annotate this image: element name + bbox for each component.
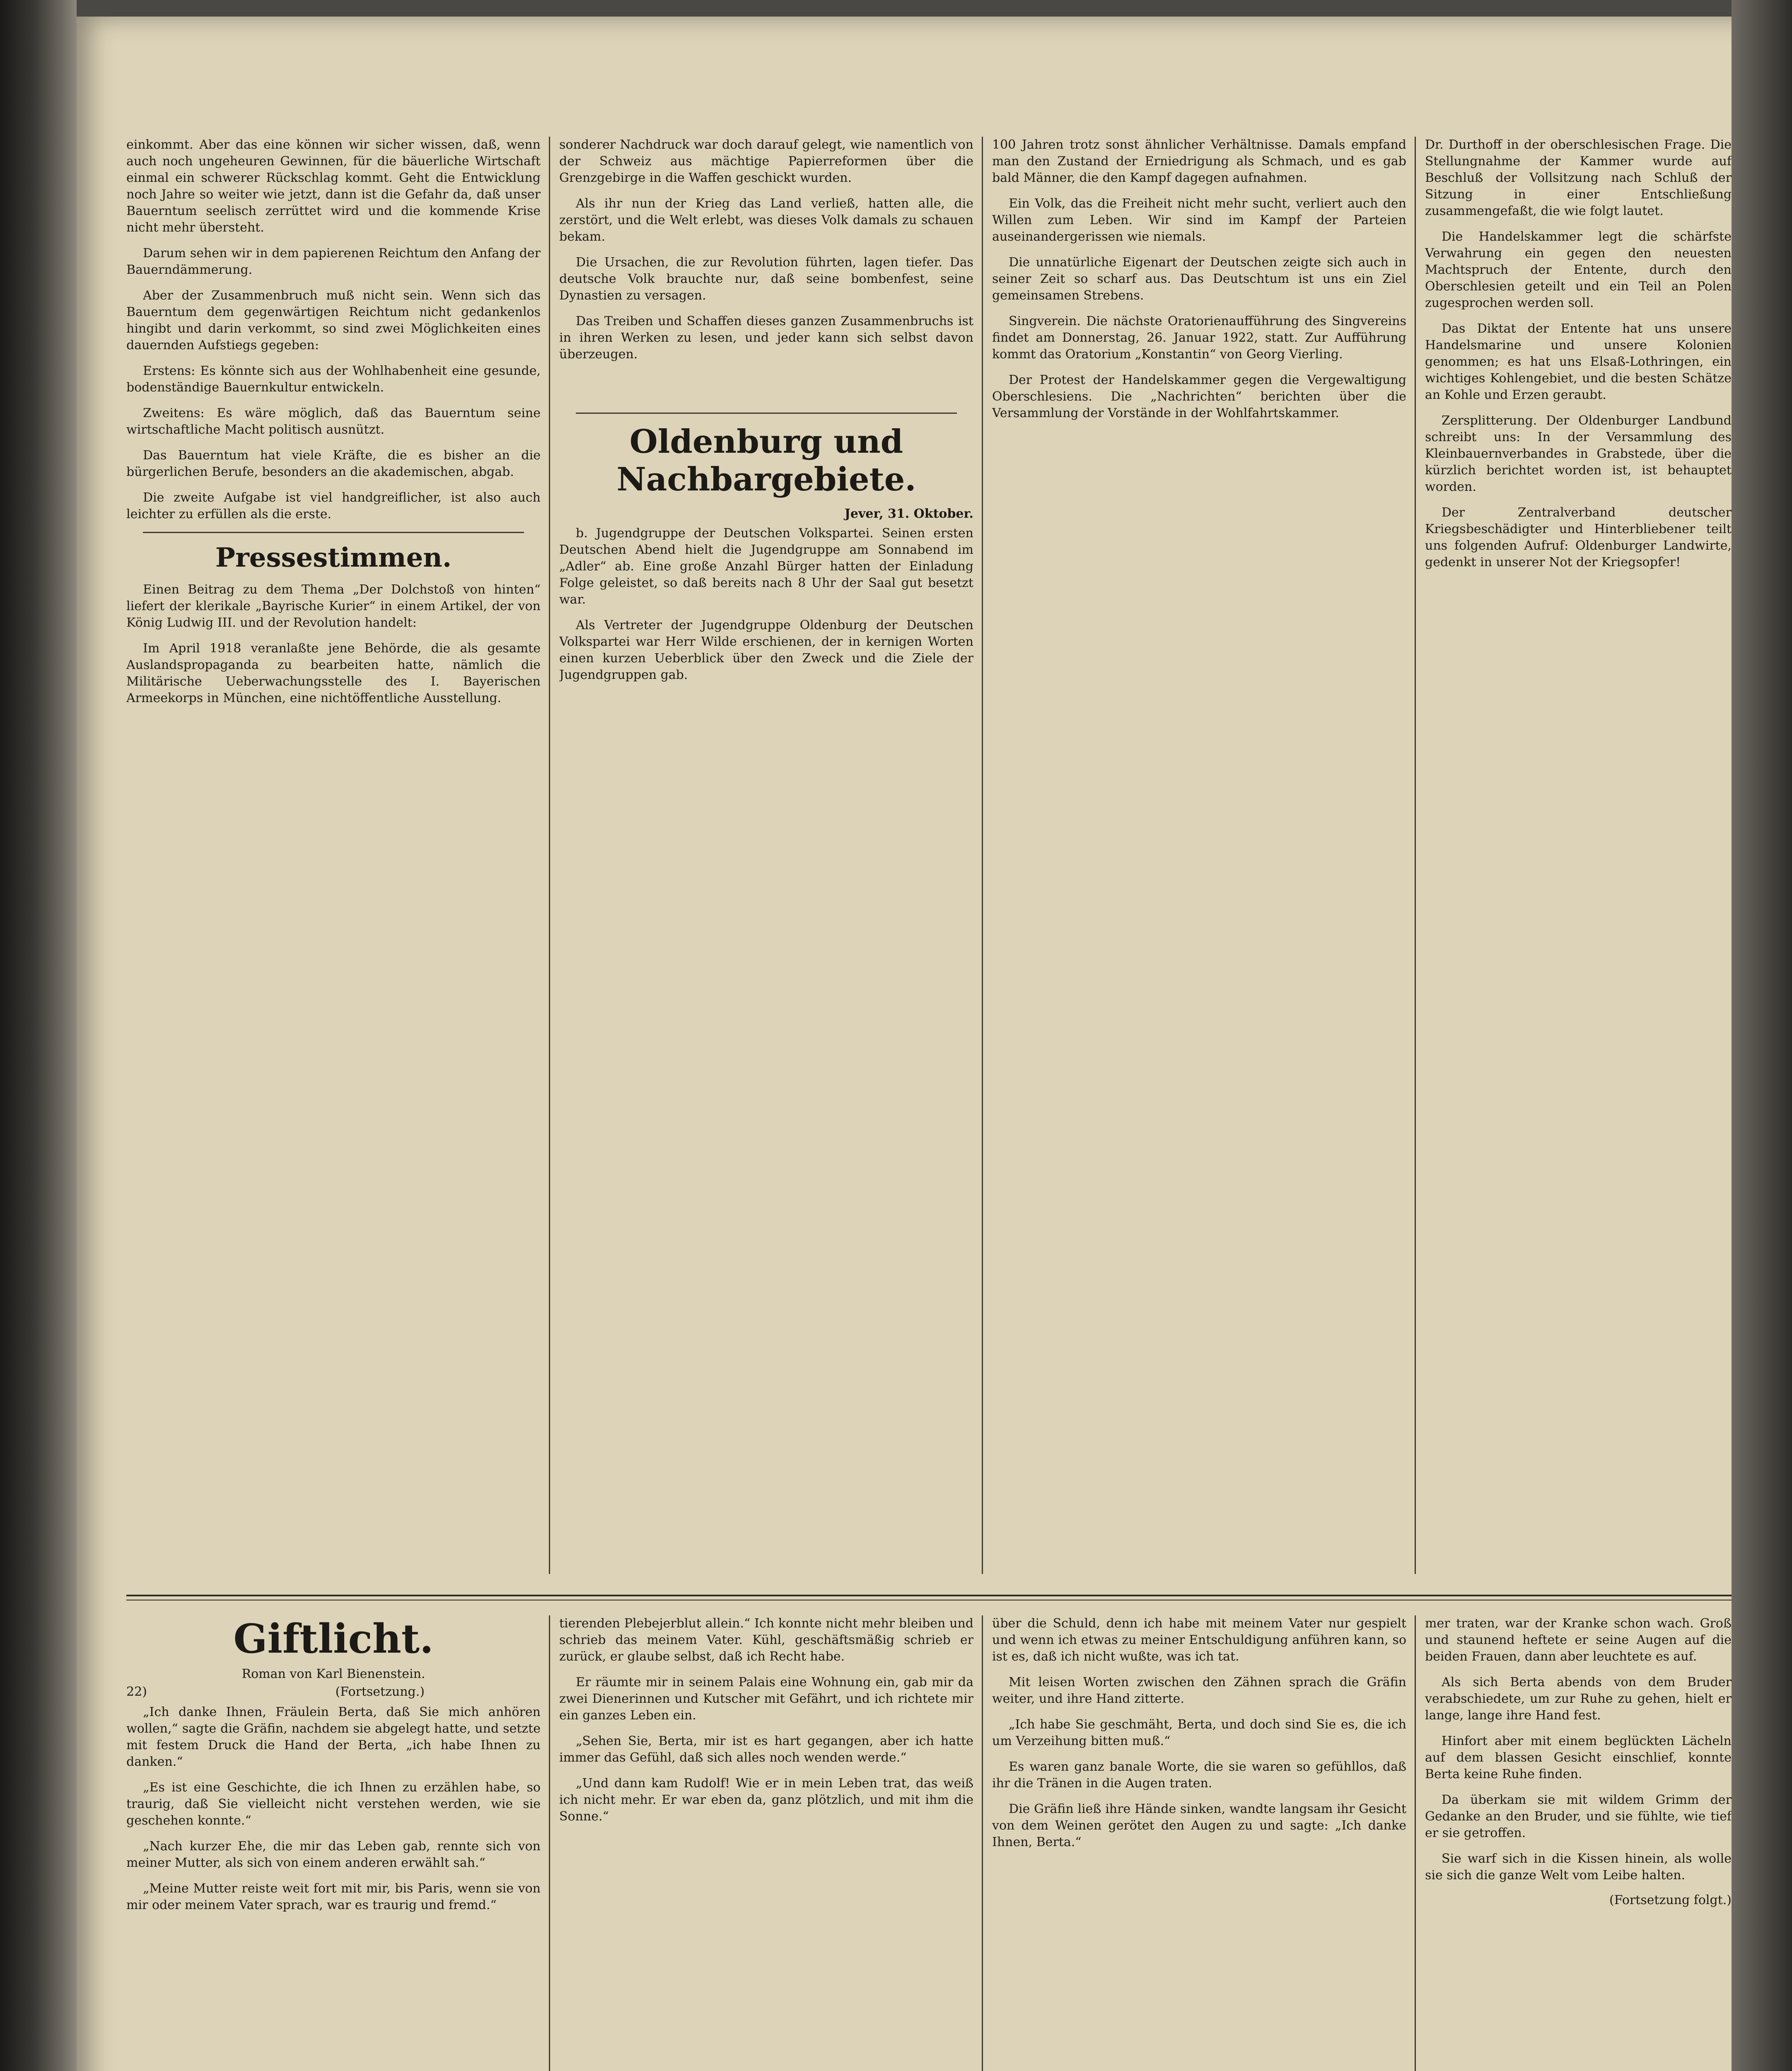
article-paragraph: Der Protest der Handelskammer gegen die Vergewaltigung Oberschlesiens. Die „Nachrichten“ berichten über die Versammlung der Vorstände in der Wohlfahrtskammer.	[992, 373, 1406, 420]
section-rule	[126, 1595, 1734, 1596]
novel-title: Giftlicht.	[233, 1615, 434, 1662]
news-paragraph: Als Vertreter der Jugendgruppe Oldenburg der Deutschen Volkspartei war Herr Wilde erschienen, der in kernigen Worten einen kurzen Ueberblick über den Zweck und die Ziele der Jugendgruppen gab.	[559, 618, 973, 682]
novel-paragraph: tierenden Plebejerblut allein.“ Ich konnte nicht mehr bleiben und schrieb das meinem Vater. Kühl, geschäftsmäßig schrieb er zurück, er glaube selbst, daß ich Recht habe.	[559, 1616, 973, 1664]
press-paragraph: Einen Beitrag zu dem Thema „Der Dolchstoß von hinten“ liefert der klerikale „Bayrische Kurier“ in einem Artikel, der von König Ludwig III. und der Revolution handelt:	[126, 582, 541, 630]
novel-paragraph: „Und dann kam Rudolf! Wie er in mein Leben trat, das weiß ich nicht mehr. Er war eben da, ganz plötzlich, und mit ihm die Sonne.“	[559, 1776, 973, 1824]
press-paragraph: Im April 1918 veranlaßte jene Behörde, die als gesamte Auslandspropaganda zu bearbeiten hatte, nämlich die Militärische Ueberwachungsstelle des I. Bayerischen Armeekorps in München, eine nichtöffentliche Ausstellung.	[126, 641, 541, 705]
novel-paragraph: „Ich habe Sie geschmäht, Berta, und doch sind Sie es, die ich um Verzeihung bitten muß.“	[992, 1717, 1406, 1748]
novel-paragraph: Er räumte mir in seinem Palais eine Wohnung ein, gab mir da zwei Dienerinnen und Kutscher mit Gefährt, und ich richtete mir ein ganzes Leben ein.	[559, 1675, 973, 1723]
newspaper-page	[77, 17, 1752, 2071]
press-heading: Pressestimmen.	[215, 542, 452, 573]
upper-column-3	[992, 137, 1406, 1586]
article-paragraph: Die zweite Aufgabe ist viel handgreiflicher, ist also auch leichter zu erfüllen als die erste.	[126, 490, 541, 521]
column-rule	[982, 1615, 983, 2071]
novel-paragraph: Sie warf sich in die Kissen hinein, als wolle sie sich die ganze Welt vom Leibe halten.	[1425, 1851, 1732, 1883]
article-paragraph: Aber der Zusammenbruch muß nicht sein. Wenn sich das Bauerntum dem gegenwärtigen Reichtum nicht gedankenlos hingibt und darin verkommt, so sind zwei Möglichkeiten eines dauernden Aufstiegs gegeben:	[126, 288, 541, 352]
article-paragraph: Darum sehen wir in dem papierenen Reichtum den Anfang der Bauerndämmerung.	[126, 246, 541, 277]
novel-paragraph: Es waren ganz banale Worte, die sie waren so gefühllos, daß ihr die Tränen in die Augen traten.	[992, 1760, 1406, 1791]
regional-heading: Oldenburg und Nachbargebiete.	[616, 423, 916, 498]
article-paragraph: Die unnatürliche Eigenart der Deutschen zeigte sich auch in seiner Zeit so scharf aus. Das Deutschtum ist uns ein Ziel gemeinsamen Strebens.	[992, 255, 1406, 303]
novel-paragraph: Hinfort aber mit einem beglückten Lächeln auf dem blassen Gesicht einschlief, konnte Berta keine Ruhe finden.	[1425, 1734, 1732, 1781]
novel-paragraph: Als sich Berta abends von dem Bruder verabschiedete, um zur Ruhe zu gehen, hielt er lange, lange ihre Hand fest.	[1425, 1675, 1732, 1723]
article-paragraph: Dr. Durthoff in der oberschlesischen Frage. Die Stellungnahme der Kammer wurde auf Beschluß der Vollsitzung nach Schluß der Sitzung in einer Entschließung zusammengefaßt, die wie folgt lautet.	[1425, 138, 1732, 218]
novel-paragraph: „Sehen Sie, Berta, mir ist es hart gegangen, aber ich hatte immer das Gefühl, daß sich alles noch wenden werde.“	[559, 1734, 973, 1765]
article-paragraph: Der Zentralverband deutscher Kriegsbeschädigter und Hinterbliebener teilt uns folgenden Aufruf: Oldenburger Landwirte, gedenkt in unserer Not der Kriegsopfer!	[1425, 505, 1732, 570]
article-paragraph: Zweitens: Es wäre möglich, daß das Bauerntum seine wirtschaftliche Macht politisch ausnützt.	[126, 406, 541, 437]
lower-column-2	[559, 1615, 973, 2071]
lower-column-3	[992, 1615, 1406, 2071]
column-rule	[1415, 137, 1416, 1574]
article-paragraph: Das Bauerntum hat viele Kräfte, die es bisher an die bürgerlichen Berufe, besonders an die akademischen, abgab.	[126, 448, 541, 479]
article-paragraph: Die Ursachen, die zur Revolution führten, lagen tiefer. Das deutsche Volk brauchte nur, daß seine bombenfest, seine Dynastien zu versagen.	[559, 255, 973, 303]
dateline: Jever, 31. Oktober.	[844, 507, 973, 521]
article-paragraph: Das Diktat der Entente hat uns unsere Handelsmarine und unsere Kolonien genommen; es hat uns Elsaß-Lothringen, ein wichtiges Kohlengebiet, und die besten Schätze an Kohle und Erzen geraubt.	[1425, 321, 1732, 402]
article-paragraph: 100 Jahren trotz sonst ähnlicher Verhältnisse. Damals empfand man den Zustand der Erniedrigung als Schmach, und es gab bald Männer, die den Kampf dagegen aufnahmen.	[992, 138, 1406, 185]
article-paragraph: Ein Volk, das die Freiheit nicht mehr sucht, verliert auch den Willen zum Leben. Wir sind im Kampf der Parteien auseinandergerissen wie niemals.	[992, 196, 1406, 244]
adjacent-page-edge	[1732, 0, 1792, 2071]
news-paragraph: b. Jugendgruppe der Deutschen Volkspartei. Seinen ersten Deutschen Abend hielt die Jugendgruppe am Sonnabend im „Adler“ ab. Eine große Anzahl Bürger hatten der Einladung Folge geleistet, so daß bereits nach 8 Uhr der Saal gut besetzt war.	[559, 526, 973, 607]
upper-column-2	[559, 137, 973, 1586]
article-paragraph: Zersplitterung. Der Oldenburger Landbund schreibt uns: In der Versammlung des Kleinbauernverbandes in Grabstede, über die kürzlich berichtet worden ist, ist behauptet worden.	[1425, 413, 1732, 494]
novel-paragraph: mer traten, war der Kranke schon wach. Groß und staunend heftete er seine Augen auf die beiden Frauen, dann aber leuchtete es auf.	[1425, 1616, 1732, 1664]
lower-column-1	[126, 1615, 541, 2071]
column-rule	[1415, 1615, 1416, 2071]
column-rule	[549, 137, 550, 1574]
section-divider	[143, 532, 524, 533]
article-paragraph: Das Treiben und Schaffen dieses ganzen Zusammenbruchs ist in ihren Werken zu lesen, und jeder kann sich selbst davon überzeugen.	[559, 314, 973, 362]
novel-paragraph: Mit leisen Worten zwischen den Zähnen sprach die Gräfin weiter, und ihre Hand zitterte.	[992, 1675, 1406, 1706]
novel-paragraph: „Es ist eine Geschichte, die ich Ihnen zu erzählen habe, so traurig, daß Sie vielleicht nicht verstehen werden, wie sie geschehen konnte.“	[126, 1780, 541, 1828]
novel-paragraph: „Nach kurzer Ehe, die mir das Leben gab, rennte sich von meiner Mutter, als sich von einem anderen erwählt sah.“	[126, 1839, 541, 1870]
article-paragraph: Erstens: Es könnte sich aus der Wohlhabenheit eine gesunde, bodenständige Bauernkultur entwickeln.	[126, 364, 541, 395]
novel-paragraph: Die Gräfin ließ ihre Hände sinken, wandte langsam ihr Gesicht von dem Weinen gerötet den Augen zu und sagte: „Ich danke Ihnen, Berta.“	[992, 1802, 1406, 1849]
column-rule	[982, 137, 983, 1574]
upper-column-4	[1425, 137, 1732, 1586]
book-binding	[0, 0, 77, 2071]
continuation-note: (Fortsetzung.)	[335, 1685, 425, 1699]
column-rule	[549, 1615, 550, 2071]
to-be-continued: (Fortsetzung folgt.)	[1609, 1893, 1732, 1907]
novel-paragraph: Da überkam sie mit wildem Grimm der Gedanke an den Bruder, und sie fühlte, wie tief er sie getroffen.	[1425, 1793, 1732, 1840]
novel-paragraph: „Meine Mutter reiste weit fort mit mir, bis Paris, wenn sie von mir oder meinem Vater sprach, war es traurig und fremd.“	[126, 1881, 541, 1912]
article-paragraph: sonderer Nachdruck war doch darauf gelegt, wie namentlich von der Schweiz aus mächtige Papierreformen über die Grenzgebirge in die Waffen geschickt wurden.	[559, 138, 973, 185]
novel-paragraph: „Ich danke Ihnen, Fräulein Berta, daß Sie mich anhören wollen,“ sagte die Gräfin, nachdem sie abgelegt hatte, und setzte mit festem Druck die Hand der Berta, „ich habe Ihnen zu danken.“	[126, 1705, 541, 1769]
article-paragraph: Die Handelskammer legt die schärfste Verwahrung ein gegen den neuesten Machtspruch der Entente, durch den Oberschlesien geteilt und ein Teil an Polen zugesprochen werden soll.	[1425, 229, 1732, 310]
section-divider	[576, 413, 957, 414]
lower-column-4	[1425, 1615, 1732, 2071]
episode-number: 22)	[126, 1685, 147, 1699]
episode-line	[126, 1685, 541, 1699]
novel-subtitle: Roman von Karl Bienenstein.	[242, 1667, 425, 1681]
article-paragraph: Singverein. Die nächste Oratorienaufführung des Singvereins findet am Donnerstag, 26. Januar 1922, statt. Zur Aufführung kommt das Oratorium „Konstantin“ von Georg Vierling.	[992, 314, 1406, 362]
article-paragraph: Als ihr nun der Krieg das Land verließ, hatten alle, die zerstört, und die Welt erlebt, was dieses Volk damals zu schauen bekam.	[559, 196, 973, 244]
upper-column-1	[126, 137, 541, 1586]
novel-paragraph: über die Schuld, denn ich habe mit meinem Vater nur gespielt und wenn ich etwas zu meiner Entschuldigung anführen kann, so ist es, daß ich nicht wußte, was ich tat.	[992, 1616, 1406, 1664]
article-paragraph: einkommt. Aber das eine können wir sicher wissen, daß, wenn auch noch ungeheuren Gewinnen, für die bäuerliche Wirtschaft einmal ein schwerer Rückschlag kommt. Geht die Entwicklung noch Jahre so weiter wie jetzt, dann ist die Gefahr da, daß unser Bauerntum seelisch zerrüttet wird und die kommende Krise nicht mehr übersteht.	[126, 138, 541, 235]
